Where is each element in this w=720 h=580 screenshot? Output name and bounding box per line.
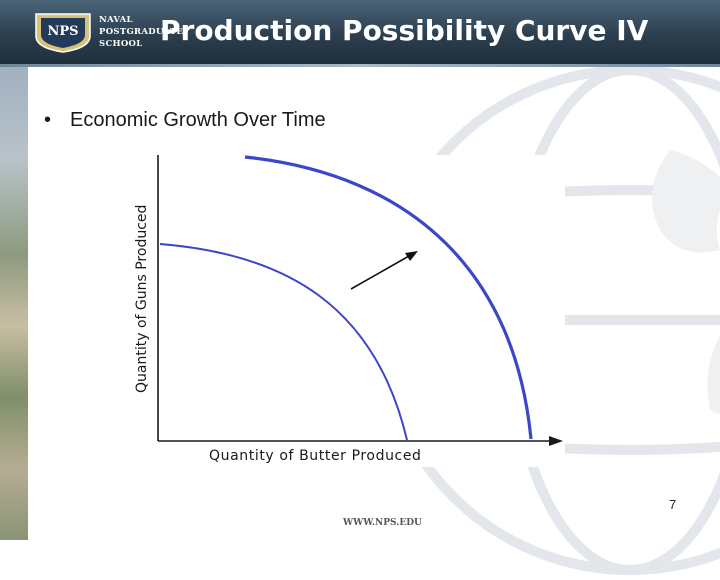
page-number: 7: [669, 497, 677, 512]
bullet-marker: •: [44, 109, 52, 131]
ppc-diagram: [125, 155, 565, 467]
school-name: NAVAL POSTGRADUATE SCHOOL: [99, 15, 184, 49]
x-axis-label: Quantity of Butter Produced: [209, 448, 422, 464]
bullet-text: Economic Growth Over Time: [70, 109, 326, 131]
y-axis-label: Quantity of Guns Produced: [134, 204, 150, 393]
nps-seal-logo: [32, 10, 94, 54]
header-divider: [0, 64, 720, 67]
footer-url: WWW.NPS.EDU: [343, 518, 422, 528]
campus-photo-strip: [0, 64, 28, 540]
slide-header: [0, 0, 720, 64]
svg-text:NPS: NPS: [47, 24, 79, 39]
slide-title: Production Possibility Curve IV: [160, 14, 649, 47]
